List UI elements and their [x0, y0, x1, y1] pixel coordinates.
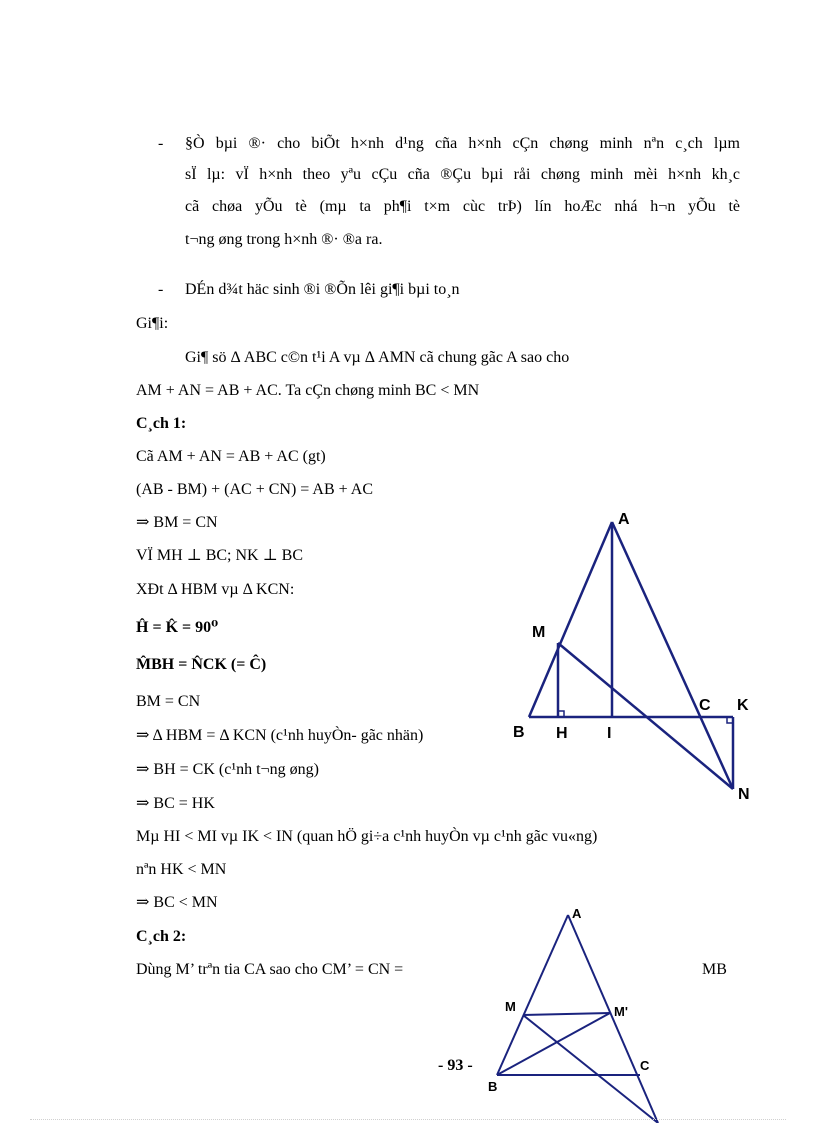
label-M: M [532, 624, 546, 641]
method-1-line-angles-equal: M̂BH = N̂CK (= Ĉ) [136, 656, 267, 673]
label-N: N [738, 786, 750, 803]
method-1-line: XÐt Δ HBM vµ Δ KCN: [136, 581, 295, 598]
method-2-line-right: MB [702, 961, 727, 978]
intro-line-2: AM + AN = AB + AC. Ta cÇn chøng minh BC < MN [136, 382, 480, 399]
method-1-line: (AB - BM) + (AC + CN) = AB + AC [136, 481, 373, 498]
triangle-figure-1 [505, 505, 765, 805]
label-M: M [505, 999, 516, 1014]
method-2-line-left: Dùng M’ trªn tia CA sao cho CM’ = CN = [136, 961, 404, 978]
bullet-1-line-3: cã chøa yÕu tè (mµ ta ph¶i t×m cùc trÞ) lín hoÆc nhá h¬n yÕu tè [185, 198, 740, 215]
intro-line-1: Gi¶ sö Δ ABC c©n t¹i A vµ Δ AMN cã chung gãc A sao cho [185, 349, 570, 366]
method-1-line: ⇒ Δ HBM = Δ KCN (c¹nh huyÒn- gãc nhän) [136, 727, 424, 744]
method-1-title: C¸ch 1: [136, 415, 187, 432]
label-C: C [699, 697, 711, 714]
method-1-line: ⇒ BM = CN [136, 514, 218, 531]
segment-AB [529, 522, 612, 717]
triangle-figure-2 [485, 905, 685, 1123]
segment-AB [497, 915, 568, 1075]
method-2-title: C¸ch 2: [136, 928, 187, 945]
segment-AC-extended [568, 915, 658, 1123]
method-1-line: BM = CN [136, 693, 201, 710]
method-1-line: ⇒ BC = HK [136, 795, 215, 812]
method-1-line: nªn HK < MN [136, 861, 227, 878]
label-B: B [513, 724, 525, 741]
method-1-line: VÏ MH ⊥ BC; NK ⊥ BC [136, 547, 303, 564]
label-A: A [572, 906, 582, 921]
footer-divider [30, 1119, 786, 1120]
method-1-line: Mµ HI < MI vµ IK < IN (quan hÖ gi÷a c¹nh huyÒn vµ c¹nh gãc vu«ng) [136, 828, 598, 845]
bullet-1-line-2: sÏ lµ: vÏ h×nh theo yªu cÇu cña ®Çu bµi råi chøng minh mèi h×nh kh¸c [185, 166, 740, 183]
label-B: B [488, 1079, 498, 1094]
bullet-dash-1: - [158, 135, 164, 152]
method-1-line-angles-90: Ĥ = K̂ = 90⁰ [136, 619, 219, 636]
bullet-1-line-1: §Ò bµi ®· cho biÕt h×nh d¹ng cña h×nh cÇn chøng minh nªn c¸ch lµm [185, 135, 740, 152]
label-A: A [618, 511, 630, 528]
label-C: C [640, 1058, 650, 1073]
bullet-1-line-4: t¬ng øng trong h×nh ®· ®a ra. [185, 231, 383, 248]
label-I: I [607, 725, 612, 742]
method-1-line: ⇒ BH = CK (c¹nh t¬ng øng) [136, 761, 319, 778]
label-K: K [737, 697, 749, 714]
segment-BMp [497, 1013, 610, 1075]
method-1-line: ⇒ BC < MN [136, 894, 218, 911]
page-number: - 93 - [438, 1057, 473, 1074]
segment-AN [612, 522, 733, 789]
label-H: H [556, 725, 568, 742]
segment-MN [523, 1015, 658, 1123]
label-M-prime: M' [614, 1004, 628, 1019]
bullet-2-line-1: DÉn d¾t häc sinh ®i ®Õn lêi gi¶i bµi to¸n [185, 281, 460, 298]
solution-label: Gi¶i: [136, 315, 169, 332]
bullet-dash-2: - [158, 281, 164, 298]
segment-MMp [523, 1013, 610, 1015]
method-1-line: Cã AM + AN = AB + AC (gt) [136, 448, 326, 465]
